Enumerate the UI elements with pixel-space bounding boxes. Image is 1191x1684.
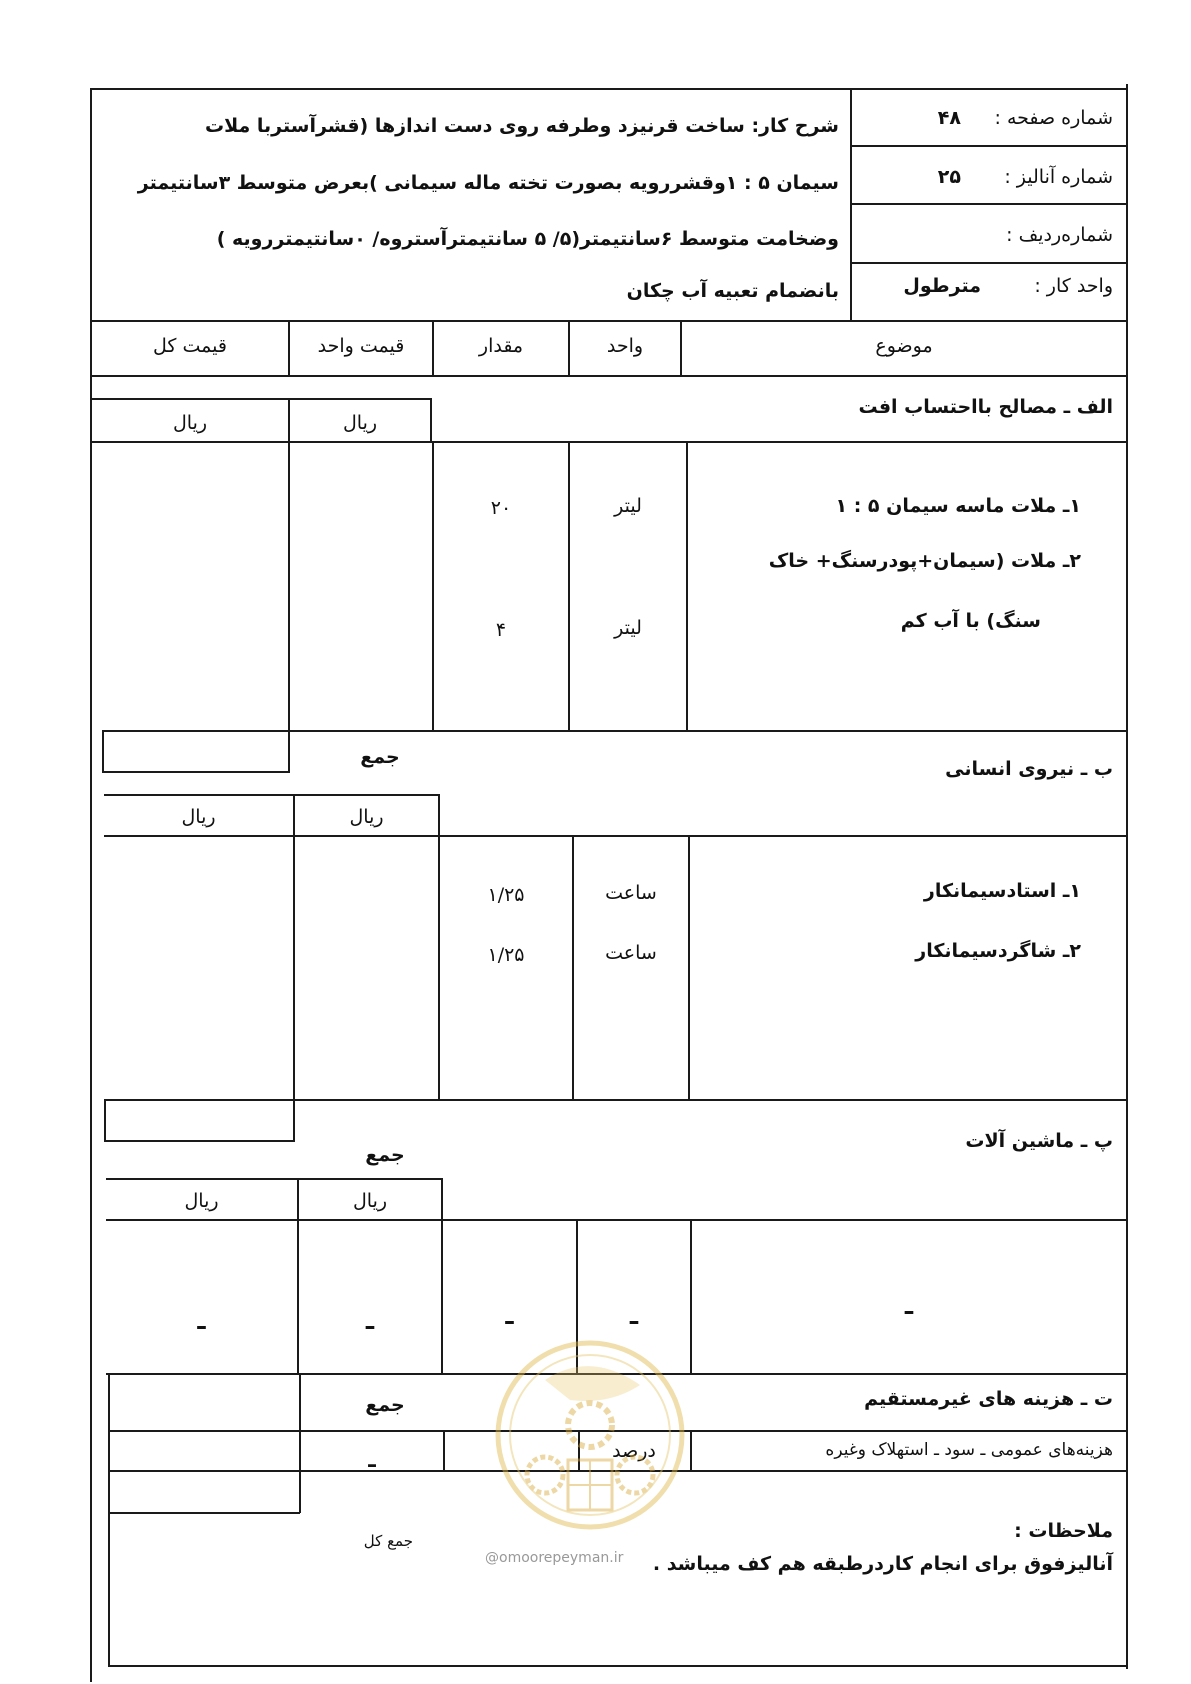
row-number-label: شمارەردیف : [1006,224,1113,246]
col-quantity: مقدار [478,335,524,357]
work-unit-label: واحد کار : [1034,275,1113,297]
item-name: ۱ـ ملات ماسه سیمان ۵ : ۱ [835,495,1081,517]
item-qty: ۲۰ [490,497,512,519]
currency-unit: ریال [342,412,378,434]
col-total-price: قیمت کل [153,335,227,357]
percent-label: درصد [612,1440,656,1462]
labor-sum-label: جمع [365,1144,405,1166]
description-line-3: وضخامت متوسط ۶سانتیمتر(۵/ ۵ سانتیمترآستروه/ ۰سانتیمتررویه ) [216,228,839,250]
indirect-dash: ـ [368,1448,376,1473]
machinery-sum-label: جمع [365,1394,405,1416]
currency-unit: ریال [349,806,384,828]
page-number-label: شماره صفحه : [994,107,1113,129]
indirect-title: ت ـ هزینه های غیرمستقیم [864,1388,1113,1410]
dash-unit: ـ [629,1302,639,1330]
item-name: ۲ـ ملات (سیمان+پودرسنگ+ خاک [768,550,1081,572]
currency-total: ریال [184,1190,219,1212]
watermark-seal [490,1310,690,1560]
page-number-value: ۴۸ [937,107,961,129]
col-unit-price: قیمت واحد [317,335,405,357]
item-name: ۲ـ شاگردسیمانکار [915,940,1081,962]
note-text: آنالیزفوق برای انجام کاردرطبقه هم کف میباشد . [652,1553,1113,1575]
grand-total-label: جمع کل [363,1532,413,1550]
labor-title: ب ـ نیروی انسانی [945,758,1113,780]
work-unit-value: مترطول [903,275,981,297]
analysis-number-label: شماره آنالیز : [1004,166,1113,188]
item-unit: ساعت [605,882,657,904]
col-subject: موضوع [875,335,933,357]
analysis-number-value: ۲۵ [937,166,961,188]
item-qty: ۱/۲۵ [487,944,525,966]
dash-qty: ـ [505,1302,514,1330]
dash-total-price: ـ [197,1307,206,1335]
description-line-1: شرح کار: ساخت قرنیزد وطرفه روی دست اندازها (قشرآستربا ملات [205,115,839,137]
overhead-label: هزینه‌های عمومی ـ سود ـ استهلاک وغیره [825,1440,1113,1460]
description-line-4: بانضمام تعبیه آب چکان [626,280,839,302]
description-line-2: سیمان ۵ : ۱وقشررویه بصورت تخته ماله سیمانی )بعرض متوسط ۳سانتیمتر [137,172,839,194]
materials-title: الف ـ مصالح بااحتساب افت [858,396,1113,418]
col-unit: واحد [606,335,644,357]
currency-total: ریال [172,412,208,434]
dash-subject: ـ [904,1292,914,1320]
item-qty: ۱/۲۵ [487,884,525,906]
item-unit: لیتر [614,495,642,517]
item-name: ۱ـ استادسیمانکار [923,880,1081,902]
item-name-continued: سنگ) با آب کم [900,610,1041,632]
item-qty: ۴ [495,619,507,641]
currency-unit: ریال [352,1190,388,1212]
watermark-handle: @omoorepeyman.ir [485,1550,624,1566]
item-unit: لیتر [614,617,642,639]
item-unit: ساعت [605,942,657,964]
dash-unit-price: ـ [365,1307,375,1335]
notes-label: ملاحظات : [1014,1520,1113,1542]
currency-total: ریال [181,806,216,828]
machinery-title: پ ـ ماشین آلات [965,1130,1113,1152]
materials-sum-label: جمع [360,746,400,768]
